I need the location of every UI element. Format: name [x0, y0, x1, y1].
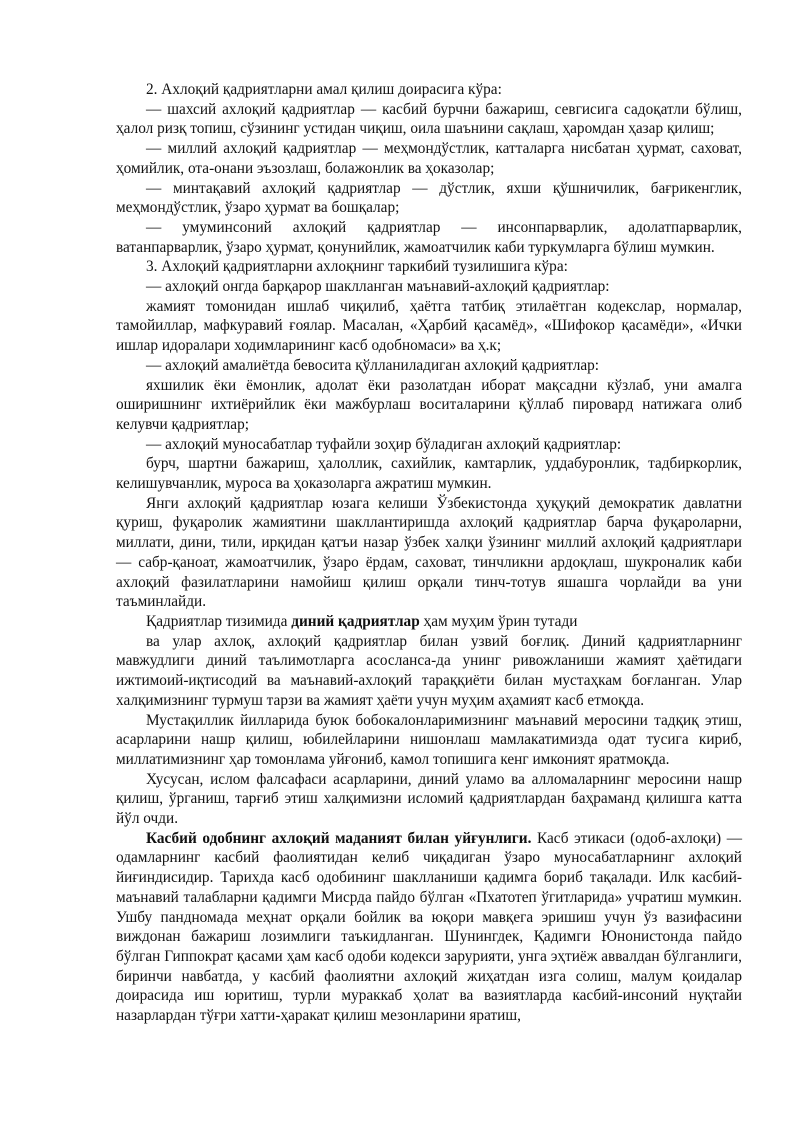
paragraph-13: Янги ахлоқий қадриятлар юзага келиши Ўзбекистонда ҳуқуқий демократик давлатни қуриш, фуқаролик жамиятини шакллантиришда ахлоқий қадриятлар барча фуқароларни, миллати, дини, тили, ирқидан қатъи назар ўзбек халқи ўзининг миллий ахлоқий қадриятлари — сабр-қаноат, жамоатчилик, ўзаро ёрдам, саховат, тинчликни ардоқлаш, шукроналик каби ахлоқий фазилатларини намойиш қилиш орқали тинч-тотув яшашга чорлайди ва уни таъминлайди.: [116, 494, 742, 611]
paragraph-3: — миллий ахлоқий қадриятлар — меҳмондўстлик, катталарга нисбатан ҳурмат, саховат, ҳомийлик, ота-онани эъзозлаш, болажонлик ва ҳоказолар;: [116, 140, 742, 177]
paragraph-18: [116, 829, 742, 1026]
paragraph-15: ва улар ахлоқ, ахлоқий қадриятлар билан узвий боғлиқ. Диний қадриятларнинг мавжудлиги диний таълимотларга асосланса-да унинг ривожланиши жамият ҳаётидаги ижтимоий-иқтисодий ва маънавий-ахлоқий тараққиёти билан мустаҳкам боғланган. Улар халқимизнинг турмуш тарзи ва жамият ҳаёти учун муҳим аҳамият касб етмоқда.: [116, 632, 742, 709]
paragraph-6: 3. Ахлоқий қадриятларни ахлоқнинг таркибий тузилишига кўра:: [146, 258, 568, 276]
paragraph-5: — умуминсоний ахлоқий қадриятлар — инсонпарварлик, адолатпарварлик, ватанпарварлик, ўзаро ҳурмат, қонунийлик, жамоатчилик каби туркумларга бўлиш мумкин.: [116, 218, 742, 256]
paragraph-10: яхшилик ёки ёмонлик, адолат ёки разолатдан иборат мақсадни кўзлаб, уни амалга оширишнинг ихтиёрийлик ёки мажбурлаш воситаларини қўллаб пировард натижага олиб келувчи қадриятлар;: [116, 376, 742, 433]
paragraph-2: — шахсий ахлоқий қадриятлар — касбий бурчни бажариш, севгисига садоқатли бўлиш, ҳалол ризқ топиш, сўзининг устидан чиқиш, оила шаънини сақлаш, ҳаромдан ҳазар қилиш;: [116, 100, 742, 138]
paragraph-7: — ахлоқий онгда барқарор шаклланган маънавий-ахлоқий қадриятлар:: [146, 278, 610, 296]
paragraph-16: Мустақиллик йилларида буюк бобокалонларимизнинг маънавий меросини тадқиқ этиш, асарларини нашр қилиш, юбилейларини нишонлаш мамлакатимизда одат тусига кириб, миллатимизнинг ҳар томонлама уйғониб, камол топишига кенг имконият яратмоқда.: [116, 711, 742, 768]
paragraph-1: 2. Ахлоқий қадриятларни амал қилиш доирасига кўра:: [146, 81, 502, 98]
paragraph-8: жамият томонидан ишлаб чиқилиб, ҳаётга татбиқ этилаётган кодекслар, нормалар, тамойиллар, мафкуравий ғоялар. Масалан, «Ҳарбий қасамёд», «Шифокор қасамёди», «Ички ишлар идоралари ходимларининг касб одобномаси» ва ҳ.к;: [116, 297, 742, 355]
term-religious-values: диний қадриятлар: [291, 612, 420, 630]
paragraph-14-tail: ҳам муҳим ўрин тутади: [419, 612, 578, 630]
section-heading-professional-ethics: Касбий одобнинг ахлоқий маданият билан уйғунлиги.: [146, 829, 532, 847]
paragraph-4: — минтақавий ахлоқий қадриятлар — дўстлик, яхши қўшничилик, бағрикенглик, меҳмондўстлик, ўзаро ҳурмат ва бошқалар;: [116, 179, 742, 217]
paragraph-14-lead: Қадриятлар тизимида: [146, 612, 292, 630]
paragraph-9: — ахлоқий амалиётда бевосита қўлланиладиган ахлоқий қадриятлар:: [146, 356, 600, 374]
paragraph-14: [116, 612, 742, 632]
paragraph-11: — ахлоқий муносабатлар туфайли зоҳир бўладиган ахлоқий қадриятлар:: [146, 435, 622, 453]
paragraph-18-body: Касб этикаси (одоб-ахлоқи) — одамларнинг касбий фаолиятидан келиб чиқадиган ўзаро муносабатларнинг ахлоқий йиғиндисидир. Тарихда касб одобининг шаклланиши қадимга бориб тақалади. Илк касбий-маънавий талабларни қадимги Мисрда пайдо бўлган «Пхатотеп ўгитларида» учратиш мумкин. Ушбу пандномада меҳнат орқали бойлик ва юқори мавқега эришиш учун ўз вазифасини виждонан бажариш лозимлиги таъкидланган. Шунингдек, Қадимги Юнонистонда пайдо бўлган Гиппократ қасами ҳам касб одоби кодекси зарурияти, унга эҳтиёж аввалдан бўлганлиги, биринчи навбатда, у касбий фаолиятни ахлоқий жиҳатдан изга солиш, малум қоидалар доирасида иш юритиш, турли мураккаб ҳолат ва вазиятларда касбий-инсоний нуқтайи назарлардан тўғри хатти-ҳаракат қилиш мезонларини яратиш,: [116, 829, 743, 1025]
paragraph-12: бурч, шартни бажариш, ҳалоллик, сахийлик, камтарлик, уддабуронлик, тадбиркорлик, келишувчанлик, муроса ва ҳоказоларга ажратиш мумкин.: [116, 455, 742, 493]
paragraph-17: Хусусан, ислом фалсафаси асарларини, диний уламо ва алломаларнинг меросини нашр қилиш, ўрганиш, тарғиб этиш халқимизни исломий қадриятлардан баҳраманд қилишга катта йўл очди.: [116, 770, 742, 828]
